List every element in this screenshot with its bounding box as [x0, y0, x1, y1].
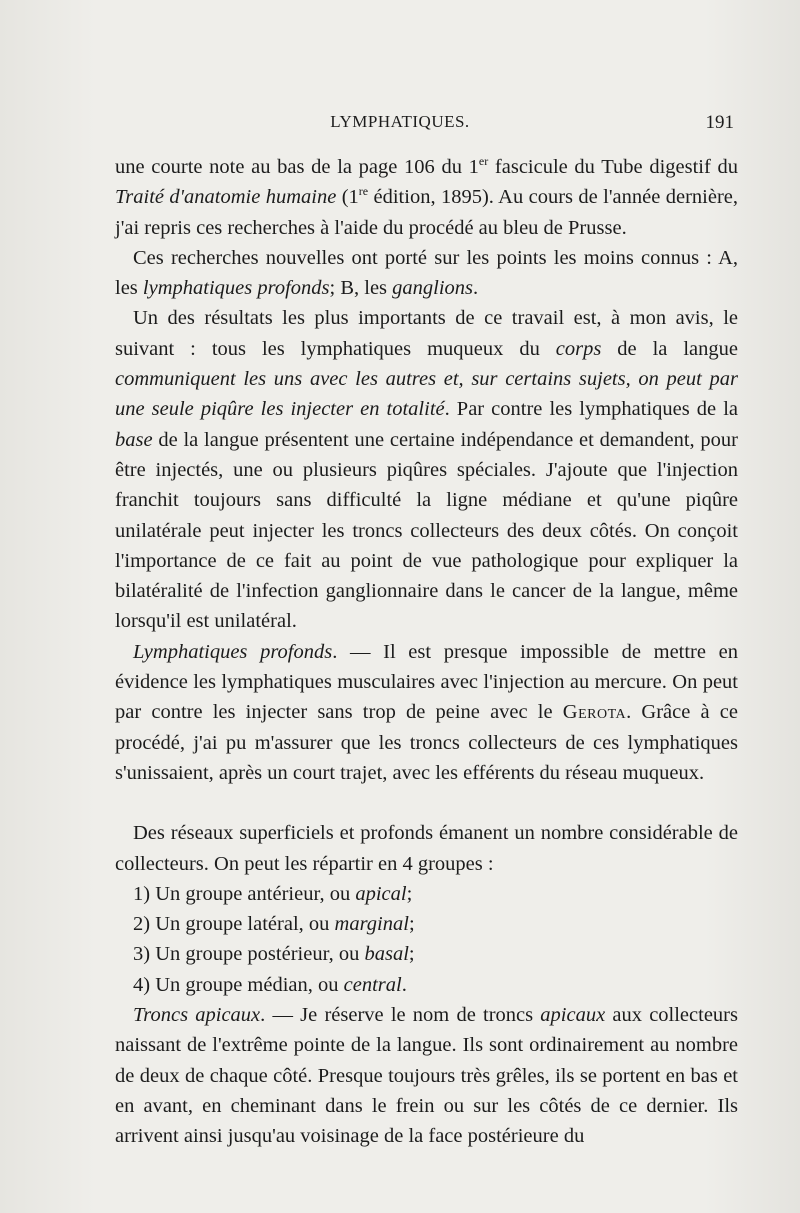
list-item-marginal: 2) Un groupe latéral, ou marginal; — [133, 913, 415, 936]
paragraph-2: Ces recherches nouvelles ont porté sur les points les moins connus : A, les lymphatiques profonds; B, les ganglions. — [115, 246, 738, 300]
paragraph-1: une courte note au bas de la page 106 du 1er fascicule du Tube digestif du Traité d'anatomie humaine (1re édition, 1895). Au cours de l'année dernière, j'ai repris ces recherches à l'aide du procédé au bleu de Prusse. — [115, 154, 739, 239]
page-number: 191 — [705, 112, 734, 133]
list-item-central: 4) Un groupe médian, ou central. — [133, 973, 407, 996]
paragraph-4: Lymphatiques profonds. — Il est presque impossible de mettre en évidence les lymphatiques musculaires avec l'injection au mercure. On peut par contre les injecter sans trop de peine avec le Gerota. Grâce à ce procédé, j'ai pu m'assurer que les troncs collecteurs de ces lymphatiques s'unissaient, après un court trajet, avec les efférents du réseau muqueux. — [115, 640, 738, 784]
running-head — [0, 112, 800, 136]
list-item-apical: 1) Un groupe antérieur, ou apical; — [133, 882, 413, 905]
list-item-basal: 3) Un groupe postérieur, ou basal; — [133, 943, 415, 966]
paragraph-5: Des réseaux superficiels et profonds émanent un nombre considérable de collecteurs. On peut les répartir en 4 groupes : — [115, 822, 738, 875]
page-body — [115, 152, 738, 1152]
running-title: LYMPHATIQUES. — [330, 112, 470, 131]
paragraph-gap — [115, 788, 738, 818]
paragraph-6: Troncs apicaux. — Je réserve le nom de troncs apicaux aux collecteurs naissant de l'extrême pointe de la langue. Ils sont ordinairement au nombre de deux de chaque côté. Presque toujours très grêles, ils se portent en bas et en avant, en cheminant dans le frein ou sur les côtés de ce dernier. Ils arrivent ainsi jusqu'au voisinage de la face postérieure du — [115, 1004, 738, 1148]
paragraph-3: Un des résultats les plus importants de ce travail est, à mon avis, le suivant : tous les lymphatiques muqueux du corps de la langue communiquent les uns avec les autres et, sur certains sujets, on peut par une seule piqûre les injecter en totalité. Par contre les lymphatiques de la base de la langue présentent une certaine indépendance et demandent, pour être injectés, une ou plusieurs piqûres spéciales. J'ajoute que l'injection franchit toujours sans difficulté la ligne médiane et qu'une piqûre unilatérale peut injecter les troncs collecteurs des deux côtés. On conçoit l'importance de ce fait au point de vue pathologique pour expliquer la bilatéralité de l'infection ganglionnaire dans le cancer de la langue, même lorsqu'il est unilatéral. — [115, 307, 738, 633]
